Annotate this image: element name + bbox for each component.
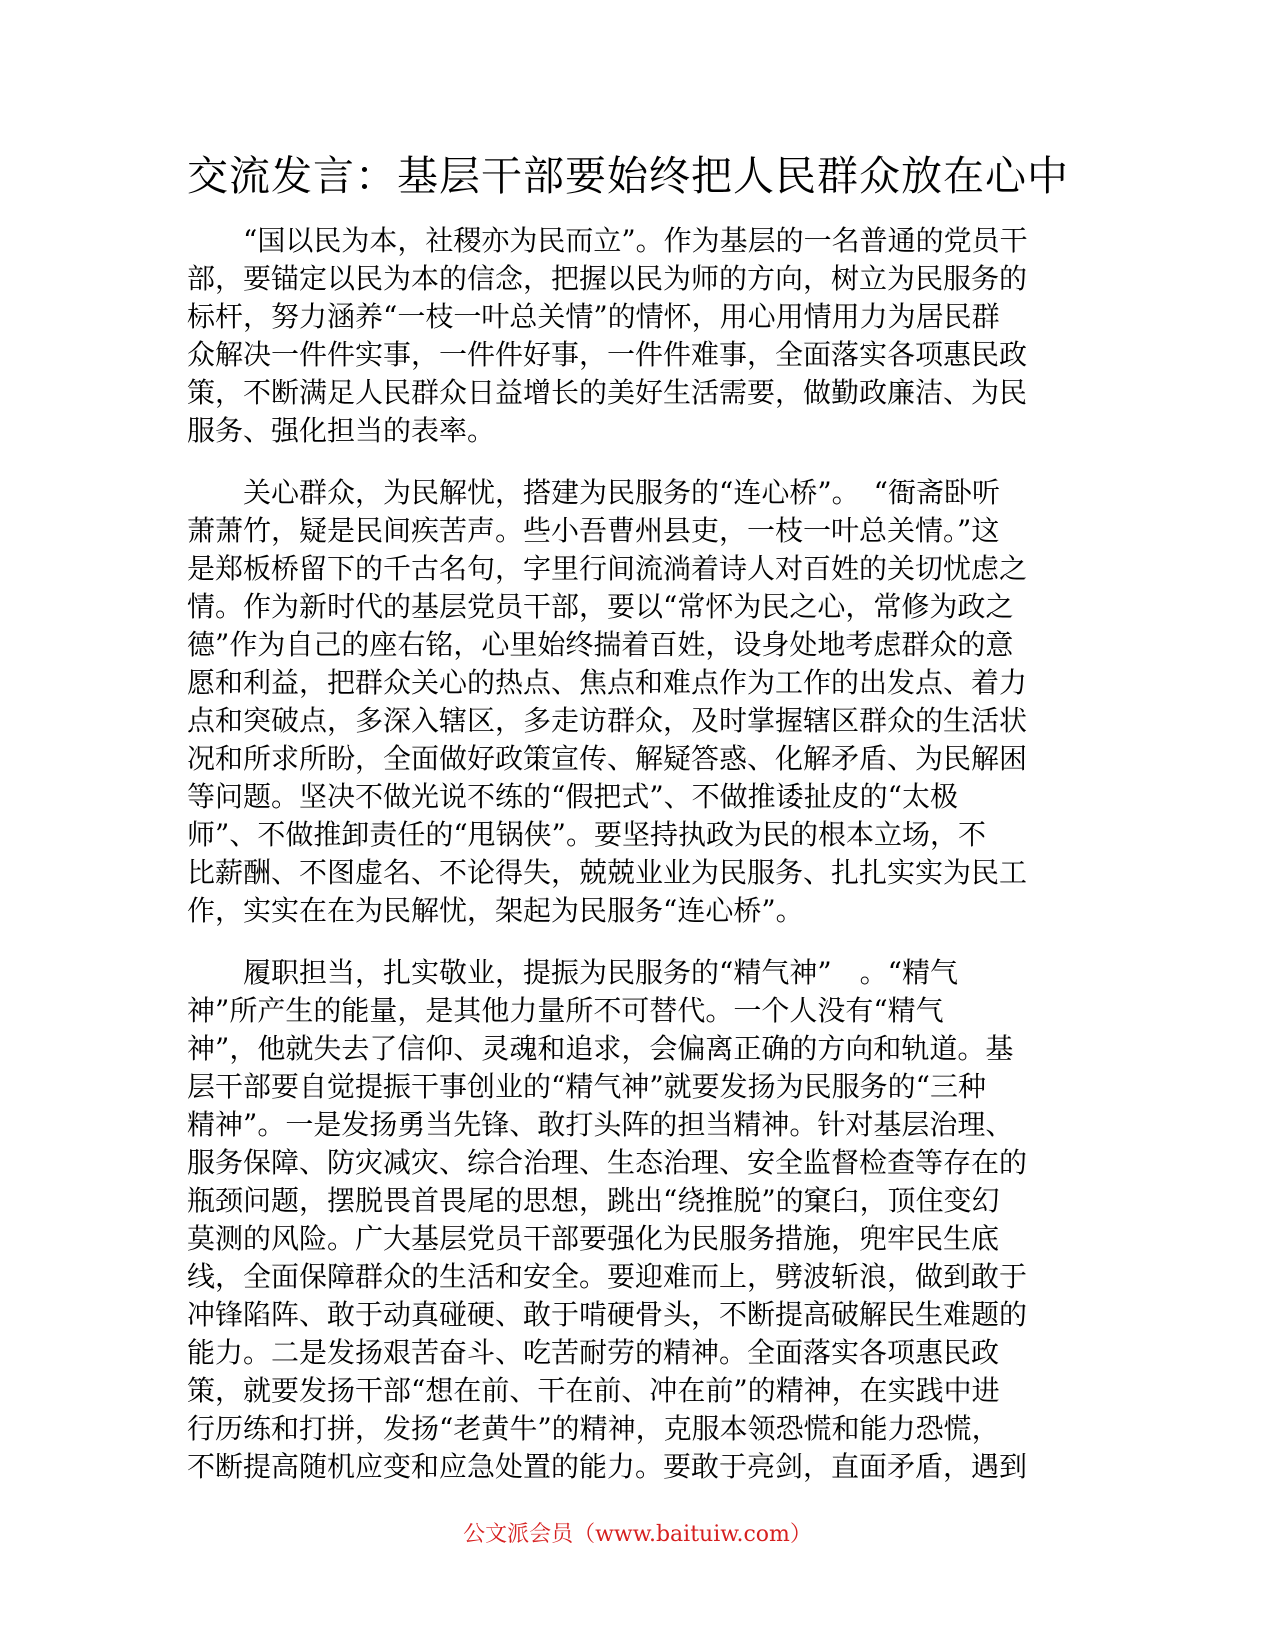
paragraph-line: 层干部要自觉提振干事创业的“精气神”就要发扬为民服务的“三种 bbox=[187, 1070, 986, 1103]
paragraph-line: 众解决一件件实事，一件件好事，一件件难事，全面落实各项惠民政 bbox=[187, 338, 1028, 371]
paragraph-line: “国以民为本，社稷亦为民而立”。作为基层的一名普通的党员干 bbox=[187, 224, 1028, 257]
paragraph-line: 策，不断满足人民群众日益增长的美好生活需要，做勤政廉洁、为民 bbox=[187, 376, 1028, 409]
paragraph-line: 关心群众，为民解忧，搭建为民服务的“连心桥”。 “衙斋卧听 bbox=[187, 476, 1000, 509]
paragraph-line: 服务保障、防灾减灾、综合治理、生态治理、安全监督检查等存在的 bbox=[187, 1146, 1028, 1179]
paragraph-line: 部，要锚定以民为本的信念，把握以民为师的方向，树立为民服务的 bbox=[187, 262, 1028, 295]
paragraph-line: 瓶颈问题，摆脱畏首畏尾的思想，跳出“绕推脱”的窠臼，顶住变幻 bbox=[187, 1184, 1000, 1217]
document-title: 交流发言：基层干部要始终把人民群众放在心中 bbox=[187, 152, 1069, 200]
paragraph-1 bbox=[187, 222, 1082, 450]
paragraph-line: 神”所产生的能量，是其他力量所不可替代。一个人没有“精气 bbox=[187, 994, 944, 1027]
paragraph-line: 线，全面保障群众的生活和安全。要迎难而上，劈波斩浪，做到敢于 bbox=[187, 1260, 1028, 1293]
paragraph-line: 冲锋陷阵、敢于动真碰硬、敢于啃硬骨头，不断提高破解民生难题的 bbox=[187, 1298, 1028, 1331]
paragraph-line: 服务、强化担当的表率。 bbox=[187, 414, 496, 447]
paragraph-line: 莫测的风险。广大基层党员干部要强化为民服务措施，兜牢民生底 bbox=[187, 1222, 1000, 1255]
paragraph-line: 比薪酬、不图虚名、不论得失，兢兢业业为民服务、扎扎实实为民工 bbox=[187, 856, 1028, 889]
paragraph-line: 等问题。坚决不做光说不练的“假把式”、不做推诿扯皮的“太极 bbox=[187, 780, 958, 813]
paragraph-line: 作，实实在在为民解忧，架起为民服务“连心桥”。 bbox=[187, 894, 804, 927]
paragraph-line: 情。作为新时代的基层党员干部，要以“常怀为民之心，常修为政之 bbox=[187, 590, 1014, 623]
paragraph-line: 策，就要发扬干部“想在前、干在前、冲在前”的精神，在实践中进 bbox=[187, 1374, 1000, 1407]
paragraph-line: 不断提高随机应变和应急处置的能力。要敢于亮剑，直面矛盾，遇到 bbox=[187, 1450, 1028, 1483]
paragraph-line: 能力。二是发扬艰苦奋斗、吃苦耐劳的精神。全面落实各项惠民政 bbox=[187, 1336, 1000, 1369]
paragraph-line: 师”、不做推卸责任的“甩锅侠”。要坚持执政为民的根本立场，不 bbox=[187, 818, 986, 851]
paragraph-line: 是郑板桥留下的千古名句，字里行间流淌着诗人对百姓的关切忧虑之 bbox=[187, 552, 1028, 585]
paragraph-line: 精神”。一是发扬勇当先锋、敢打头阵的担当精神。针对基层治理、 bbox=[187, 1108, 1014, 1141]
paragraph-2 bbox=[187, 474, 1082, 930]
paragraph-line: 神”，他就失去了信仰、灵魂和追求，会偏离正确的方向和轨道。基 bbox=[187, 1032, 1014, 1065]
paragraph-line: 愿和利益，把群众关心的热点、焦点和难点作为工作的出发点、着力 bbox=[187, 666, 1028, 699]
paragraph-line: 履职担当，扎实敬业，提振为民服务的“精气神” 。“精气 bbox=[187, 956, 958, 989]
paragraph-line: 标杆，努力涵养“一枝一叶总关情”的情怀，用心用情用力为居民群 bbox=[187, 300, 1000, 333]
footer-watermark-link[interactable]: 公文派会员（www.baituiw.com） bbox=[463, 1522, 812, 1547]
paragraph-line: 德”作为自己的座右铭，心里始终揣着百姓，设身处地考虑群众的意 bbox=[187, 628, 1014, 661]
paragraph-line: 行历练和打拼，发扬“老黄牛”的精神，克服本领恐慌和能力恐慌， bbox=[187, 1412, 1000, 1445]
paragraph-line: 萧萧竹，疑是民间疾苦声。些小吾曹州县吏，一枝一叶总关情。”这 bbox=[187, 514, 1000, 547]
paragraph-line: 况和所求所盼，全面做好政策宣传、解疑答惑、化解矛盾、为民解困 bbox=[187, 742, 1028, 775]
paragraph-3 bbox=[187, 954, 1082, 1486]
document-body bbox=[187, 222, 1082, 1510]
paragraph-line: 点和突破点，多深入辖区，多走访群众，及时掌握辖区群众的生活状 bbox=[187, 704, 1028, 737]
